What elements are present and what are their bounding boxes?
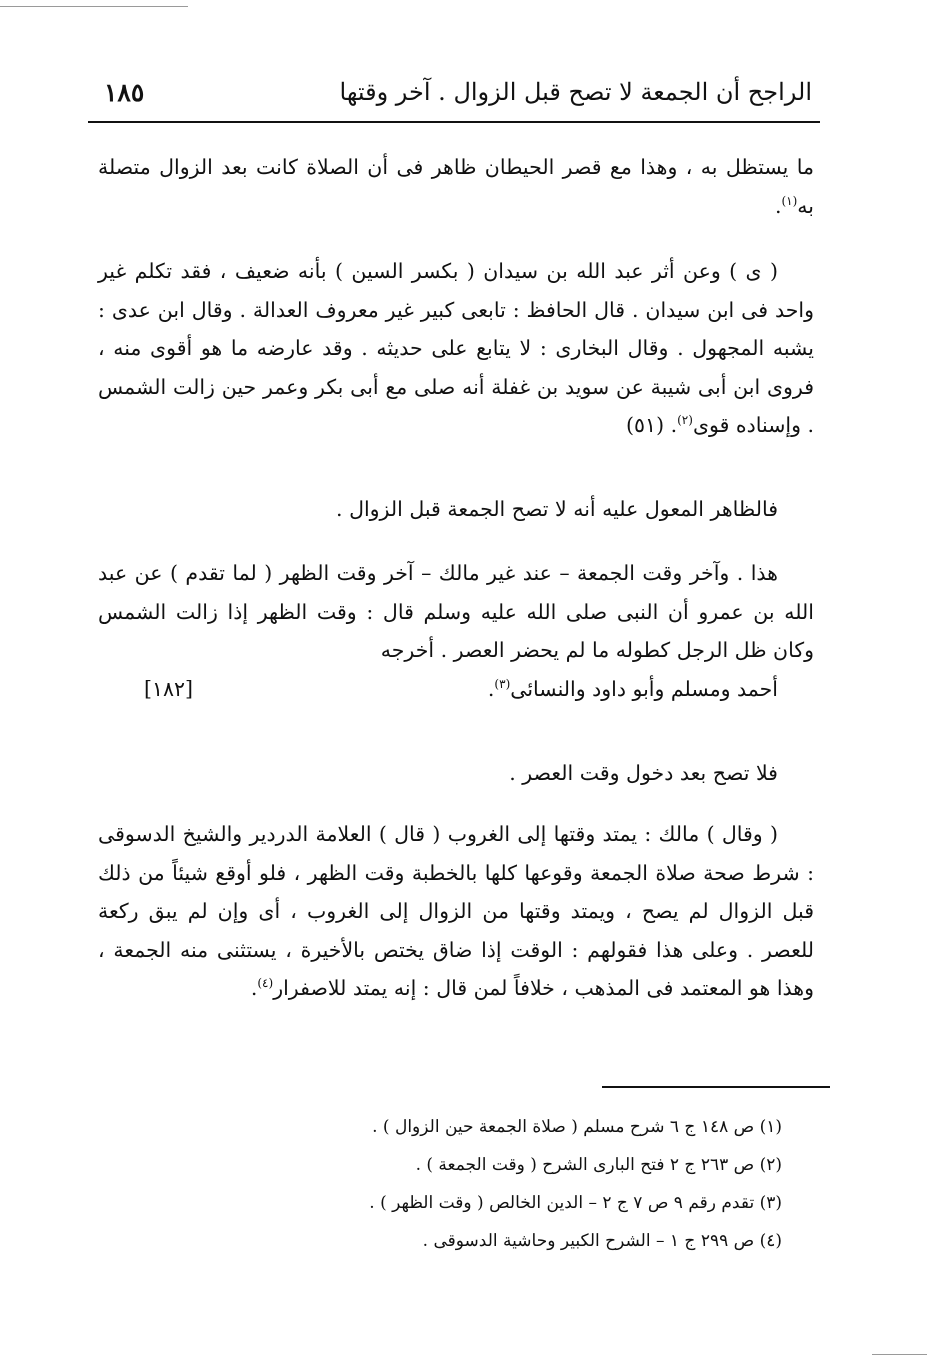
paragraph-2 <box>98 252 814 445</box>
paragraph-text: فالظاهر المعول عليه أنه لا تصح الجمعة قبل الزوال . <box>336 497 778 521</box>
paragraph-text-end: أحمد ومسلم وأبو داود والنسائى <box>510 676 778 701</box>
paragraph-5 <box>98 754 814 793</box>
paragraph-text: ( ى ) وعن أثر عبد الله بن سيدان ( بكسر السين ) بأنه ضعيف ، فقد تكلم غير واحد فى ابن سيدان . قال الحافظ : تابعى كبير غير معروف العدالة . وقال ابن عدى : يشبه المجهول . وقال البخارى : لا يتابع على حديثه . وقد عارضه ما هو أقوى منه ، فروى ابن أبى شيبة عن سويد بن غفلة أنه صلى مع أبى بكر وعمر حين زالت الشمس . وإسناده قوى <box>98 259 814 437</box>
paragraph-tail: . <box>774 193 782 218</box>
footnote-1: (١) ص ١٤٨ ج ٦ شرح مسلم ( صلاة الجمعة حين الزوال ) . <box>372 1117 782 1137</box>
paragraph-6 <box>98 815 814 1008</box>
footnote-marker: (١) <box>781 193 798 208</box>
paragraph-3 <box>98 490 814 529</box>
paragraph-text: فلا تصح بعد دخول وقت العصر . <box>509 761 778 785</box>
paragraph-text: ما يستظل به ، وهذا مع قصر الحيطان ظاهر فى أن الصلاة كانت بعد الزوال متصلة به <box>98 155 814 218</box>
header-rule <box>88 121 820 123</box>
paragraph-4 <box>98 554 814 708</box>
scan-edge-line <box>0 6 188 7</box>
page-header <box>88 70 820 114</box>
page-number: ١٨٥ <box>104 77 145 107</box>
paragraph-text: هذا . وآخر وقت الجمعة – عند غير مالك – آخر وقت الظهر ( لما تقدم ) عن عبد الله بن عمرو أن النبى صلى الله عليه وسلم قال : وقت الظهر إذا زالت الشمس وكان ظل الرجل كطوله ما لم يحضر العصر . أخرجه <box>98 561 814 662</box>
footnote-marker: (٣) <box>494 676 511 691</box>
cross-reference-number: [١٨٢] <box>144 676 194 701</box>
paragraph-tail: . (٥١) <box>626 413 678 437</box>
footnote-3: (٣) تقدم رقم ٩ ص ٧ ج ٢ – الدين الخالص ( وقت الظهر ) . <box>369 1193 782 1213</box>
running-title: الراجح أن الجمعة لا تصح قبل الزوال . آخر وقتها <box>339 78 812 106</box>
footnote-4: (٤) ص ٢٩٩ ج ١ – الشرح الكبير وحاشية الدسوقى . <box>422 1231 782 1251</box>
paragraph-text: ( وقال ) مالك : يمتد وقتها إلى الغروب ( قال ) العلامة الدردير والشيخ الدسوقى : شرط صحة صلاة الجمعة وقوعها كلها بالخطبة وقت الظهر ، فلو أوقع شيئاً من ذلك قبل الزوال لم يصح ، ويمتد وقتها من الزوال إلى الغروب ، أى وإن لم يبق ركعة للعصر . وعلى هذا فقولهم : الوقت إذا ضاق يختص بالأخيرة ، يستثنى منه الجمعة ، وهذا هو المعتمد فى المذهب ، خلافاً لمن قال : إنه يمتد للاصفرار <box>98 822 814 1000</box>
paragraph-tail: . <box>250 976 258 1000</box>
footnote-marker: (٤) <box>257 976 274 991</box>
footnotes <box>250 1108 782 1260</box>
paragraph-last-line <box>98 670 814 709</box>
paragraph-1 <box>98 148 814 225</box>
scan-edge-line <box>872 1354 927 1355</box>
footnote-rule <box>602 1086 830 1088</box>
paragraph-tail: . <box>487 676 495 701</box>
footnote-2: (٢) ص ٢٦٣ ج ٢ فتح البارى الشرح ( وقت الجمعة ) . <box>415 1155 782 1175</box>
footnote-marker: (٢) <box>677 413 693 428</box>
